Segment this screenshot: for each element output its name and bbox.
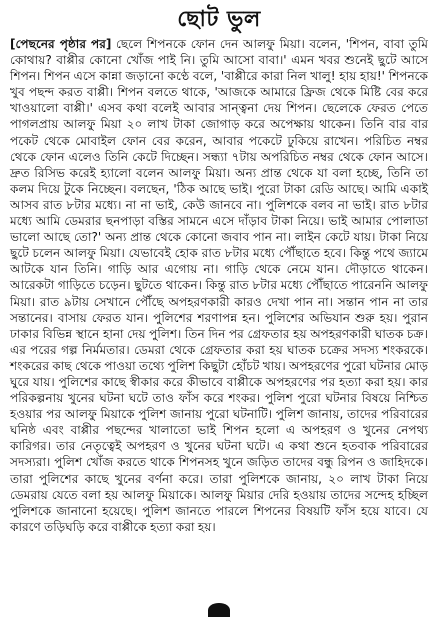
- article-body-text: ছেলে শিপনকে ফোন দেন আলফু মিয়া। বলেন, 'শিপন, বাবা তুমি কোথায়? বাপ্পীর কোনো খোঁজ পাই নি। তুমি আসো বাবা।' এমন খবর শুনেই ছুটে আসে শিপন। শিপন এসে কান্না জড়ানো কণ্ঠে বলে, 'বাপ্পীরে কারা নিল খালু! হায় হায়!' শিপনকে খুব পছন্দ করত বাপ্পী। শিপন বলতে থাকে, 'আজকে আমারে ফ্রিজ থেকে মিষ্টি বের করে খাওয়ালো বাপ্পী।' এসব কথা বলেই আবার সান্ত্বনা দেয় শিপন। ছেলেকে ফেরত পেতে পাগলপ্রায় আলফু মিয়া ২০ লাখ টাকা জোগাড় করে অপেক্ষায় থাকেন। তিনি বার বার পকেট থেকে মোবাইল ফোন বের করেন, আবার পকেটে ঢুকিয়ে রাখেন। পরিচিত নম্বর থেকে ফোন এলেও তিনি কেটে দিচ্ছেন। সন্ধ্যা ৭টায় অপরিচিত নম্বর থেকে ফোন আসে। দ্রুত রিসিভ করেই হ্যালো বলেন আলফু মিয়া। অন্য প্রান্ত থেকে যা বলা হচ্ছে, তিনি তা কলম দিয়ে টুকে নিচ্ছেন। বলছেন, 'ঠিক আছে ভাই। পুরো টাকা রেডি আছে। আমি একাই আসব রাত ৮টার মধ্যে। না না ভাই, কেউ জানবে না। পুলিশকে বলব না ভাই। রাত ৮টার মধ্যে আমি ডেমরার ছনপাড়া বস্তির সামনে এসে দাঁড়াব টাকা নিয়ে। ভাই আমার পোলাডা ভালো আছে তো?' অন্য প্রান্ত থেকে কোনো জবাব পান না। লাইন কেটে যায়। টাকা নিয়ে ছুটে চলেন আলফু মিয়া। যেভাবেই হোক রাত ৮টার মধ্যে পৌঁছাতে হবে। কিন্তু পথে জ্যামে আটকে যান তিনি। গাড়ি আর এগোয় না। গাড়ি থেকে নেমে যান। দৌড়াতে থাকেন। আরেকটা গাড়িতে চড়েন। ছুটতে থাকেন। কিন্তু রাত ৮টার মধ্যে পৌঁছাতে পারেননি আলফু মিয়া। রাত ৯টায় সেখানে পৌঁছে অপহরণকারী কারও দেখা পান না। সন্তান পান না তার সন্তানের। বাসায় ফেরত যান। পুলিশের শরণাপন্ন হন। পুলিশের অভিযান শুরু হয়। পুরান ঢাকার বিভিন্ন স্থানে হানা দেয় পুলিশ। তিন দিন পর গ্রেফতার হয় অপহরণকারী ঘাতক চক্র। এর পরের গল্প নির্মমতার। ডেমরা থেকে গ্রেফতার করা হয় ঘাতক চক্রের সদস্য শংকরকে। শংকরের কাছ থেকে পাওয়া তথ্যে পুলিশ কিছুটা হোঁচট খায়। অপহরণের পুরো ঘটনার মোড় ঘুরে যায়। পুলিশের কাছে স্বীকার করে কীভাবে বাপ্পীকে অপহরণের পর হত্যা করা হয়। কার পরিকল্পনায় খুনের ঘটনা ঘটে তাও ফাঁস করে শংকর। পুলিশ পুরো ঘটনার বিষয়ে নিশ্চিত হওয়ার পর আলফু মিয়াকে পুলিশ জানায় পুরো ঘটনাটি। পুলিশ জানায়, তাদের পরিবারের ঘনিষ্ঠ এবং বাপ্পীর পছন্দের খালাতো ভাই শিপন হলো এ অপহরণ ও খুনের নেপথ্য কারিগর। তার নেতৃত্বেই অপহরণ ও খুনের ঘটনা ঘটে। এ কথা শুনে হতবাক পরিবারের সদস্যরা। পুলিশ খোঁজ করতে থাকে শিপনসহ খুনে জড়িত তাদের বন্ধু রিপন ও জাহিদকে। তারা পুলিশের কাছে খুনের বর্ণনা করে। তারা পুলিশকে জানায়, ২০ লাখ টাকা নিয়ে ডেমরায় যেতে বলা হয় আলফু মিয়াকে। আলফু মিয়ার দেরি হওয়ায় তাদের সন্দেহ হচ্ছিল পুলিশকে জানানো হয়েছে। পুলিশ জানতে পারলে শিপনের বিষয়টি ফাঁস হয়ে যাবে। যে কারণে তড়িঘড়ি করে বাপ্পীকে হত্যা করা হয়।: [10, 37, 428, 534]
- end-ornament-icon: [208, 603, 230, 617]
- article-title: ছোট ভুল: [177, 7, 261, 32]
- continuation-label: [পেছনের পৃষ্ঠার পর]: [10, 37, 112, 51]
- article-body: [10, 36, 428, 535]
